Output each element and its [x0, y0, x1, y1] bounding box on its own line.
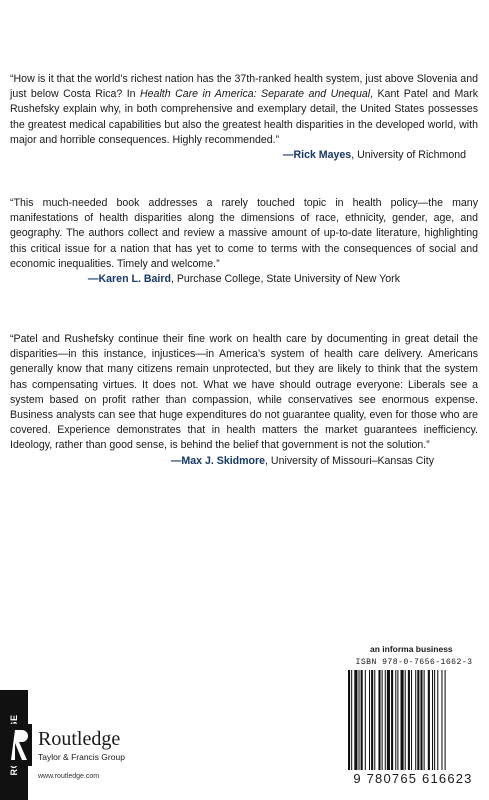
review-quote-3	[10, 332, 478, 469]
quote-3-text: “Patel and Rushefsky continue their fine work on health care by documenting in great detail the disparities—in this instance, injustices—in America’s system of health care delivery. Americans generally know that many citizens remain unprotected, but they are likely to think that the system has compensating virtues. It does not. What we have should outrage everyone: Liberals see a system based on profit rather than compassion, while conservatives see enormous expense. Business analysts can see that huge expenditures do not guarantee quality, even for those who are covered. Experience demonstrates that in health matters the market guarantees inefficiency. Ideology, rather than good sense, is behind the belief that government is not the solution.”	[10, 333, 478, 452]
review-quote-1	[10, 72, 478, 163]
quote-1-text-before: “How is it that the world’s richest nation has the 37th-ranked health system, just above Slovenia and just below Costa Rica? In	[10, 73, 478, 101]
quote-2-affiliation: , Purchase College, State University of New York	[170, 273, 400, 286]
quote-1-author: —Rick Mayes	[282, 149, 352, 162]
publisher-name: Routledge	[38, 728, 121, 750]
quote-2-text: “This much-needed book addresses a rarely touched topic in health policy—the many manifestations of health disparities along the dimensions of race, ethnicity, gender, age, and geography. The authors collect and review a massive amount of up-to-date literature, highlighting this critical issue for a nation that has yet to come to terms with the consequences of social and economic inequalities. Timely and welcome.”	[10, 197, 478, 270]
quote-1-attribution	[10, 148, 478, 163]
quote-1-text-after: , Kant Patel and Mark Rushefsky explain why, in both comprehensive and exemplary detail, the United States possesses the greatest medical capabilities but also the greatest health disparities in the developed world, with major and horrible consequences. Highly recommended.”	[10, 88, 478, 146]
isbn-text: ISBN 978-0-7656-1662-3	[355, 658, 473, 667]
quote-2-attribution	[10, 272, 478, 287]
book-title: Health Care in America: Separate and Unequal	[140, 88, 371, 101]
quote-3-affiliation: , University of Missouri–Kansas City	[265, 454, 434, 467]
barcode-icon	[346, 670, 480, 770]
publisher-url: www.routledge.com	[38, 773, 100, 780]
quote-2-author: —Karen L. Baird	[87, 273, 171, 286]
barcode-number: 9 780765 616623	[353, 771, 473, 786]
quote-3-attribution	[10, 454, 478, 469]
informa-label: an informa business	[370, 644, 453, 654]
quote-3-author: —Max J. Skidmore	[170, 454, 266, 467]
barcode-block	[340, 657, 485, 795]
routledge-logo-icon	[10, 724, 32, 766]
quote-1-affiliation: , University of Richmond	[351, 149, 466, 162]
publisher-group: Taylor & Francis Group	[38, 752, 125, 762]
review-quote-2	[10, 196, 478, 287]
